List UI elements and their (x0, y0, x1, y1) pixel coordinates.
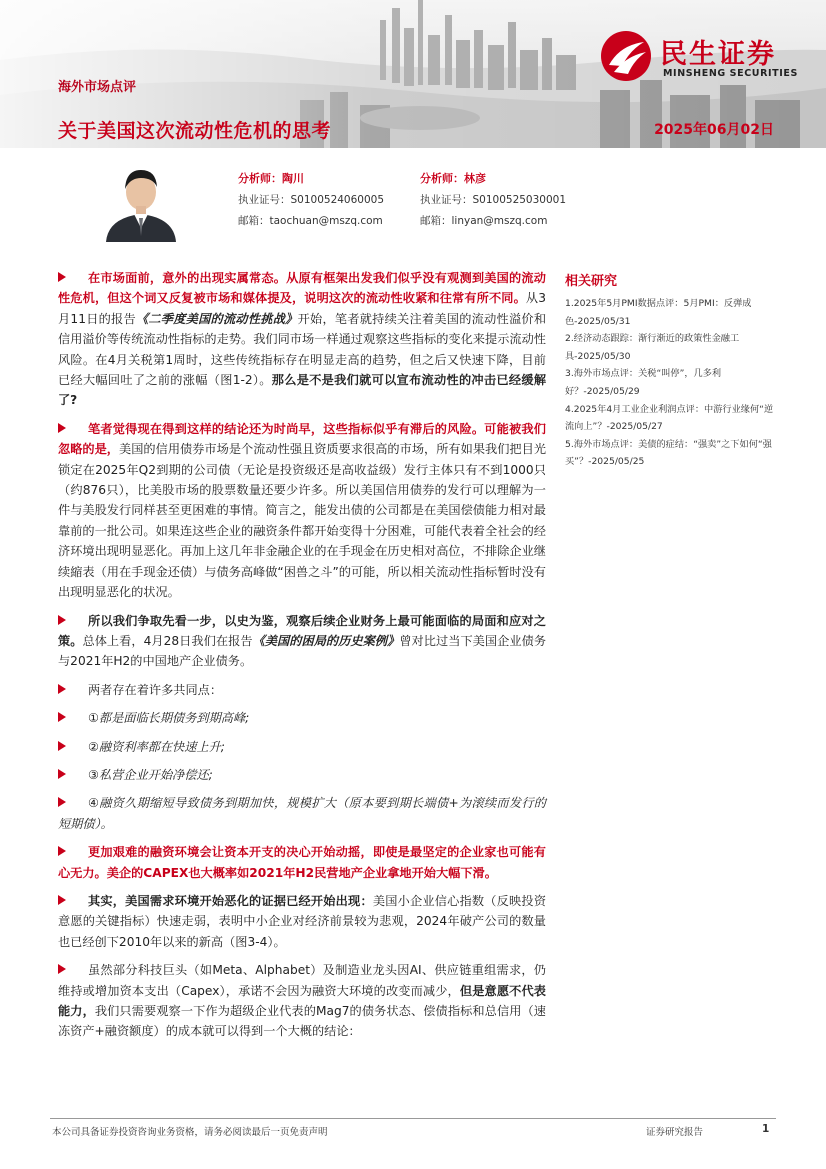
report-body (58, 268, 546, 1050)
minsheng-logo-icon (600, 30, 652, 82)
p1-highlight: 在市场面前，意外的出现实属常态。从原有框架出发我们似乎没有观测到美国的流动性危机，但这个词又反复被市场和媒体提及，说明这次的流动性收紧和往常有所不同。 (58, 271, 546, 306)
p1-report-ref: 《二季度美国的流动性挑战》 (135, 311, 298, 326)
analyst-2-email-label: 邮箱： (420, 215, 452, 227)
p3-text-1: 总体上看，4月28日我们在报告 (82, 633, 253, 648)
p10-bold: 其实，美国需求环境开始恶化的证据已经开始出现： (88, 893, 373, 908)
page-number: 1 (762, 1123, 770, 1135)
analyst-1-name: 陶川 (282, 172, 304, 185)
analyst-2 (420, 168, 566, 232)
analyst-1-cert: S0100524060005 (290, 194, 385, 206)
p7-text: ③私营企业开始净偿还; (88, 767, 213, 782)
p10-text: 美国小企业信心指数（反映投资意愿的关键指标）快速走弱，表明中小企业对经济前景较为悲观，2024年破产公司的数量也已经创下2010年以来的新高（图3-4）。 (58, 893, 547, 949)
paragraph-8 (58, 793, 546, 834)
p2-text: 美国的信用债券市场是个流动性强且资质要求很高的市场，所有如果我们把目光锁定在2025年Q2到期的公司债（无论是投资级还是高收益级）发行主体只有不到1000只（约876只），比美股市场的股票数量还要少许多。所以美国信用债券的发行可以理解为一件与美股发行同样甚至更困难的事情。简言之，能发出债的公司都是在美国偿债能力相对最靠前的一批公司。如果连这些企业的融资条件都开始变得十分困难，可能代表着全社会的经济环境出现明显恶化。再加上这几年非金融企业的在手现金在历史相对高位，不排除企业继续縮表（用在手现金还债）与债务高峰做“困兽之斗”的可能，所以相关流动性指标暂时没有出现明显恶化的状况。 (58, 442, 547, 600)
p5-text: ①都是面临长期债务到期高峰; (88, 711, 250, 726)
analyst-avatar-icon (98, 156, 184, 242)
p9-highlight: 更加艰难的融资环境会让资本开支的决心开始动摇，即使是最坚定的企业家也可能有心无力。美企的CAPEX也大概率如2021年H2民营地产企业拿地开始大幅下滑。 (58, 845, 546, 880)
related-research-item[interactable]: 3.海外市场点评：关税“叫停”，几多利好？-2025/05/29 (565, 368, 722, 397)
p1-text-1: 从3月11日的报告 (58, 291, 546, 326)
footer-divider (50, 1118, 776, 1119)
related-research-item[interactable]: 4.2025年4月工业企业利润点评：中游行业缘何“逆流向上”？-2025/05/27 (565, 403, 774, 433)
analyst-2-cert: S0100525030001 (472, 194, 567, 206)
paragraph-1 (58, 268, 546, 411)
paragraph-9 (58, 842, 546, 883)
bullet-arrow-icon (58, 272, 66, 282)
p1-bold: 那么是不是我们就可以宣布流动性的冲击已经缓解了? (58, 373, 547, 408)
analyst-1-cert-label: 执业证号： (238, 194, 291, 206)
related-research-item[interactable]: 1.2025年5月PMI数据点评：5月PMI：反弹成色-2025/05/31 (565, 298, 752, 327)
bullet-arrow-icon (58, 741, 66, 751)
paragraph-5 (58, 708, 546, 728)
report-date: 2025年06月02日 (654, 122, 774, 138)
analyst-1-email[interactable]: taochuan@mszq.com (269, 215, 383, 227)
related-research-title: 相关研究 (565, 274, 618, 289)
p2-highlight: 笔者觉得现在得到这样的结论还为时尚早，这些指标似乎有滞后的风险。可能被我们忽略的是， (58, 421, 546, 457)
header-banner (0, 0, 826, 148)
paragraph-6 (58, 737, 546, 757)
bullet-arrow-icon (58, 964, 66, 974)
p3-bold: 所以我们争取先看一步，以史为鉴，观察后续企业财务上最可能面临的局面和应对之策。 (58, 613, 546, 648)
paragraph-2 (58, 419, 546, 603)
bullet-arrow-icon (58, 769, 66, 779)
bullet-arrow-icon (58, 846, 66, 856)
analyst-2-cert-label: 执业证号： (420, 194, 473, 206)
paragraph-4 (58, 680, 546, 700)
analyst-2-email[interactable]: linyan@mszq.com (451, 215, 548, 227)
paragraph-3 (58, 611, 546, 672)
paragraph-7 (58, 765, 546, 785)
p6-text: ②融资利率都在快速上升; (88, 739, 225, 754)
report-category: 海外市场点评 (58, 80, 137, 95)
logo-chinese-text: 民生证券 (660, 39, 776, 70)
p1-text-2: 开始，笔者就持续关注着美国的流动性溢价和信用溢价等传统流动性指标的走势。我们同市场一样通过观察这些指标的变化来提示流动性风险。在4月关税第1周时，这些传统指标存在明显走高的趋势，但之后又快速下降，目前已经大幅回吐了之前的涨幅（图1-2）。 (58, 311, 547, 388)
bullet-arrow-icon (58, 423, 66, 433)
related-research (565, 270, 775, 471)
bullet-arrow-icon (58, 797, 66, 807)
logo-english-text: MINSHENG SECURITIES (663, 68, 798, 79)
p4-text: 两者存在着许多共同点： (88, 682, 223, 697)
bullet-arrow-icon (58, 684, 66, 694)
analyst-1-email-label: 邮箱： (238, 215, 270, 227)
bullet-arrow-icon (58, 895, 66, 905)
p3-text-2: 曾对比过当下美国企业债务与2021年H2的中国地产企业债务。 (58, 633, 547, 669)
analyst-photo (98, 156, 184, 242)
paragraph-11 (58, 960, 546, 1042)
analyst-1-label: 分析师： (238, 172, 282, 185)
paragraph-10 (58, 891, 546, 952)
company-logo (600, 30, 810, 86)
footer-disclaimer: 本公司具备证券投资咨询业务资格，请务必阅读最后一页免责声明 (52, 1127, 328, 1138)
p11-text-1: 虽然部分科技巨头（如Meta、Alphabet）及制造业龙头因AI、供应链重组需求，仍维持或增加资本支出（Capex），承诺不会因为融资大环境的改变而减少， (58, 963, 546, 998)
related-research-item[interactable]: 5.海外市场点评：美债的症结：“强卖”之下如何“强买”？-2025/05/25 (565, 438, 772, 468)
report-title: 关于美国这次流动性危机的思考 (58, 120, 332, 142)
footer-report-type: 证券研究报告 (646, 1127, 704, 1138)
bullet-arrow-icon (58, 712, 66, 722)
analyst-2-label: 分析师： (420, 172, 464, 185)
related-research-item[interactable]: 2.经济动态跟踪：渐行渐近的政策性金融工具-2025/05/30 (565, 333, 740, 362)
p3-report-ref: 《美国的困局的历史案例》 (252, 633, 400, 648)
analyst-2-name: 林彦 (464, 172, 486, 185)
p11-bold: 但是意愿不代表能力， (58, 983, 546, 1018)
bullet-arrow-icon (58, 615, 66, 625)
p8-text: ④融资久期缩短导致债务到期加快，规模扩大（原本要到期长端债+为滚续而发行的短期债）。 (58, 796, 546, 831)
analyst-1 (238, 168, 384, 232)
p11-text-2: 我们只需要观察一下作为超级企业代表的Mag7的债务状态、偿债指标和总信用（速冻资产+融资额度）的成本就可以得到一个大概的结论： (58, 1004, 546, 1039)
